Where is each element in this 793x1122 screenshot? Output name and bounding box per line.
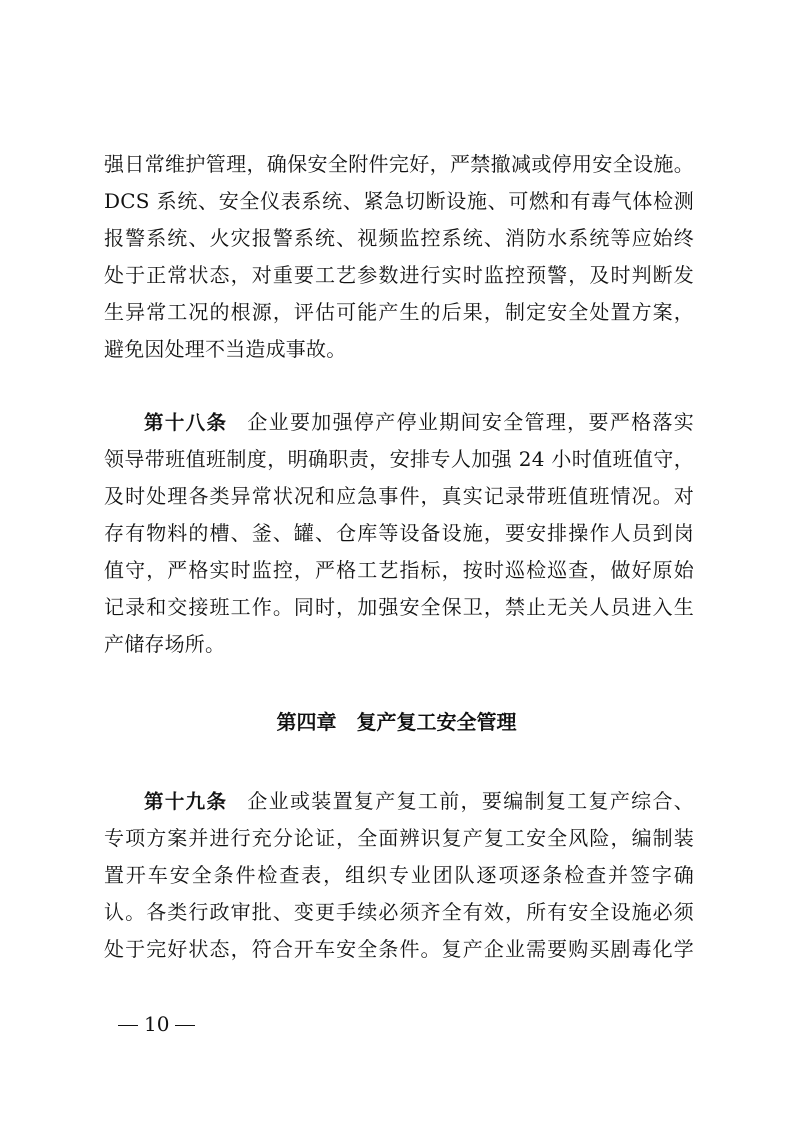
paragraph-article19 [104, 783, 694, 968]
text-line: 处于正常状态，对重要工艺参数进行实时监控预警，及时判断发 [104, 263, 694, 287]
text-line: 企业或装置复产复工前，要编制复工复产综合、 [247, 789, 694, 813]
page-number-value: 10 [144, 1012, 170, 1036]
text-line: 强日常维护管理，确保安全附件完好，严禁撤减或停用安全设施。 [104, 152, 694, 176]
page-number-dash-right [175, 1025, 195, 1026]
chapter-name: 复产复工安全管理 [356, 710, 517, 734]
page-number-dash-left [118, 1025, 138, 1026]
chapter-number: 第四章 [276, 710, 337, 734]
text-line: 记录和交接班工作。同时，加强安全保卫，禁止无关人员进入生 [104, 595, 694, 619]
article-heading: 第十九条 [144, 790, 228, 813]
text-line: 及时处理各类异常状况和应急事件，真实记录带班值班情况。对 [104, 484, 694, 508]
paragraph-article18 [104, 404, 694, 663]
article-first-line [104, 783, 694, 820]
text-line: 值守，严格实时监控，严格工艺指标，按时巡检巡查，做好原始 [104, 558, 694, 582]
text-line: 置开车安全条件检查表，组织专业团队逐项逐条检查并签字确 [104, 863, 694, 887]
page-number [112, 1010, 201, 1038]
text-line: 生异常工况的根源，评估可能产生的后果，制定安全处置方案， [104, 300, 694, 324]
article-first-line [104, 404, 694, 441]
text-line: 领导带班值班制度，明确职责，安排专人加强 24 小时值班值守， [104, 447, 694, 471]
text-line: 产储存场所。 [104, 632, 226, 656]
text-line: 认。各类行政审批、变更手续必须齐全有效，所有安全设施必须 [104, 900, 694, 924]
text-line: DCS 系统、安全仪表系统、紧急切断设施、可燃和有毒气体检测 [104, 189, 694, 213]
chapter-title [0, 707, 793, 737]
text-line: 避免因处理不当造成事故。 [104, 337, 347, 361]
article-heading: 第十八条 [144, 411, 228, 434]
text-line: 企业要加强停产停业期间安全管理，要严格落实 [247, 410, 694, 434]
paragraph-article17-continuation [104, 146, 694, 368]
text-line: 专项方案并进行充分论证，全面辨识复产复工安全风险，编制装 [104, 826, 694, 850]
text-line: 报警系统、火灾报警系统、视频监控系统、消防水系统等应始终 [104, 226, 694, 250]
text-line: 存有物料的槽、釜、罐、仓库等设备设施，要安排操作人员到岗 [104, 521, 694, 545]
text-line: 处于完好状态，符合开车安全条件。复产企业需要购买剧毒化学 [104, 937, 694, 961]
